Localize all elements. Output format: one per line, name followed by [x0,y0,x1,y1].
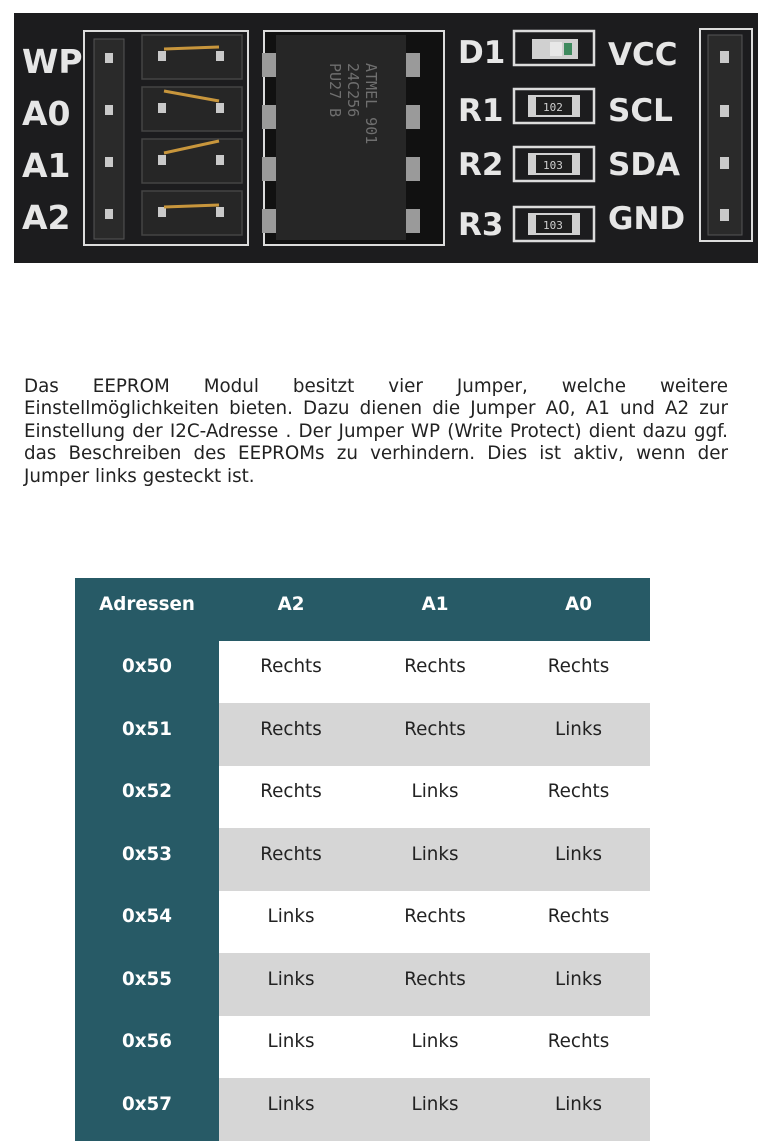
address-cell: 0x51 [75,703,219,766]
address-table [75,578,650,1141]
a2-cell: Links [219,953,363,1016]
resistor-code-r3: 103 [543,219,563,232]
address-cell: 0x55 [75,953,219,1016]
address-cell: 0x50 [75,641,219,704]
board-label-r2: R2 [458,147,504,183]
table-row [75,1016,650,1079]
table-row [75,703,650,766]
board-label-r3: R3 [458,207,504,243]
address-cell: 0x52 [75,766,219,829]
a1-cell: Links [363,828,507,891]
header-a0: A0 [507,578,650,641]
board-label-a0: A0 [22,94,71,133]
a1-cell: Rechts [363,953,507,1016]
header-adressen: Adressen [75,578,219,641]
a2-cell: Rechts [219,828,363,891]
a0-cell: Links [507,1078,650,1141]
header-a1: A1 [363,578,507,641]
table-row [75,1078,650,1141]
a0-cell: Links [507,953,650,1016]
a2-cell: Links [219,1078,363,1141]
resistor-code-r1: 102 [543,101,563,114]
a1-cell: Rechts [363,891,507,954]
a1-cell: Links [363,1078,507,1141]
a0-cell: Rechts [507,766,650,829]
a2-cell: Rechts [219,641,363,704]
a1-cell: Links [363,766,507,829]
chip-text-line1: ATMEL 901 [362,63,380,145]
board-label-d1: D1 [458,35,506,71]
board-label-vcc: VCC [608,37,678,73]
table-row [75,828,650,891]
address-cell: 0x53 [75,828,219,891]
header-a2: A2 [219,578,363,641]
a2-cell: Links [219,891,363,954]
resistor-code-r2: 103 [543,159,563,172]
eeprom-board-photo [14,13,758,263]
board-label-scl: SCL [608,93,673,129]
table-row [75,766,650,829]
chip-text-line2: 24C256 [344,63,362,118]
a1-cell: Rechts [363,703,507,766]
board-label-wp: WP [22,42,83,81]
board-label-a2: A2 [22,198,71,237]
table-header-row [75,578,650,641]
a2-cell: Rechts [219,766,363,829]
table-row [75,891,650,954]
a0-cell: Links [507,703,650,766]
board-label-gnd: GND [608,201,686,237]
a2-cell: Links [219,1016,363,1079]
a0-cell: Links [507,828,650,891]
board-label-sda: SDA [608,147,681,183]
table-row [75,953,650,1016]
a2-cell: Rechts [219,703,363,766]
a1-cell: Links [363,1016,507,1079]
address-cell: 0x54 [75,891,219,954]
address-cell: 0x57 [75,1078,219,1141]
board-label-r1: R1 [458,93,504,129]
a0-cell: Rechts [507,891,650,954]
board-label-a1: A1 [22,146,71,185]
a0-cell: Rechts [507,1016,650,1079]
chip-text-line3: PU27 B [326,63,344,118]
description-paragraph: Das EEPROM Modul besitzt vier Jumper, welche weitere Einstellmöglichkeiten bieten. Dazu dienen die Jumper A0, A1 und A2 zur Einstellung der I2C-Adresse . Der Jumper WP (Write Protect) dient dazu ggf. das Beschreiben des EEPROMs zu verhindern. Dies ist aktiv, wenn der Jumper links gesteckt ist. [24,376,728,487]
a1-cell: Rechts [363,641,507,704]
a0-cell: Rechts [507,641,650,704]
table-row [75,641,650,704]
address-cell: 0x56 [75,1016,219,1079]
